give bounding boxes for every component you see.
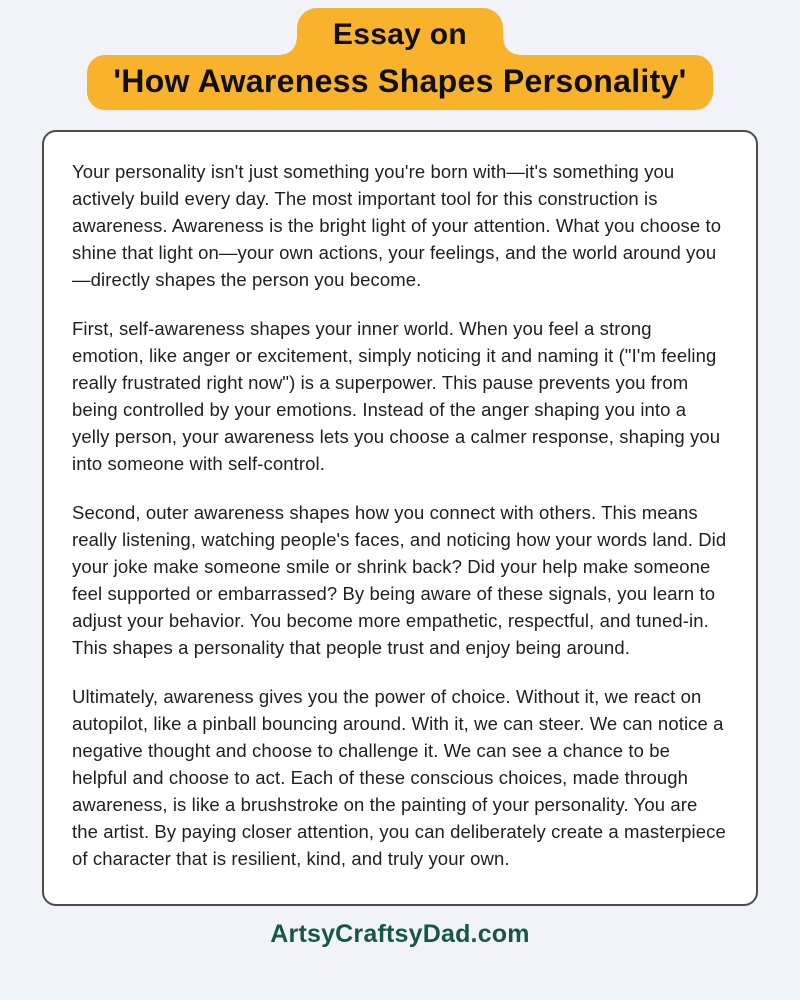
essay-kicker: Essay on [297, 8, 503, 55]
essay-title: 'How Awareness Shapes Personality' [87, 55, 712, 110]
essay-header-badge [0, 0, 800, 110]
site-brand: ArtsyCraftsyDad.com [270, 920, 530, 948]
essay-paragraph: Your personality isn't just something you're born with—it's something you actively build every day. The most important tool for this construction is awareness. Awareness is the bright light of your attention. What you choose to shine that light on—your own actions, your feelings, and the world around you—directly shapes the person you become. [72, 161, 722, 290]
essay-paragraph: Ultimately, awareness gives you the power of choice. Without it, we react on autopilot, like a pinball bouncing around. With it, we can steer. We can notice a negative thought and choose to challenge it. We can see a chance to be helpful and choose to act. Each of these conscious choices, made through awareness, is like a brushstroke on the painting of your personality. You are the artist. By paying closer attention, you can deliberately create a masterpiece of character that is resilient, kind, and truly your own. [72, 686, 726, 869]
essay-card [42, 130, 758, 906]
essay-paragraph: First, self-awareness shapes your inner world. When you feel a strong emotion, like anger or excitement, simply noticing it and naming it ("I'm feeling really frustrated right now") is a superpower. This pause prevents you from being controlled by your emotions. Instead of the anger shaping you into a yelly person, your awareness lets you choose a calmer response, shaping you into someone with self-control. [72, 318, 721, 474]
essay-paragraph: Second, outer awareness shapes how you connect with others. This means really listening, watching people's faces, and noticing how your words land. Did your joke make someone smile or shrink back? Did your help make someone feel supported or embarrassed? By being aware of these signals, you learn to adjust your behavior. You become more empathetic, respectful, and tuned-in. This shapes a personality that people trust and enjoy being around. [72, 502, 727, 658]
